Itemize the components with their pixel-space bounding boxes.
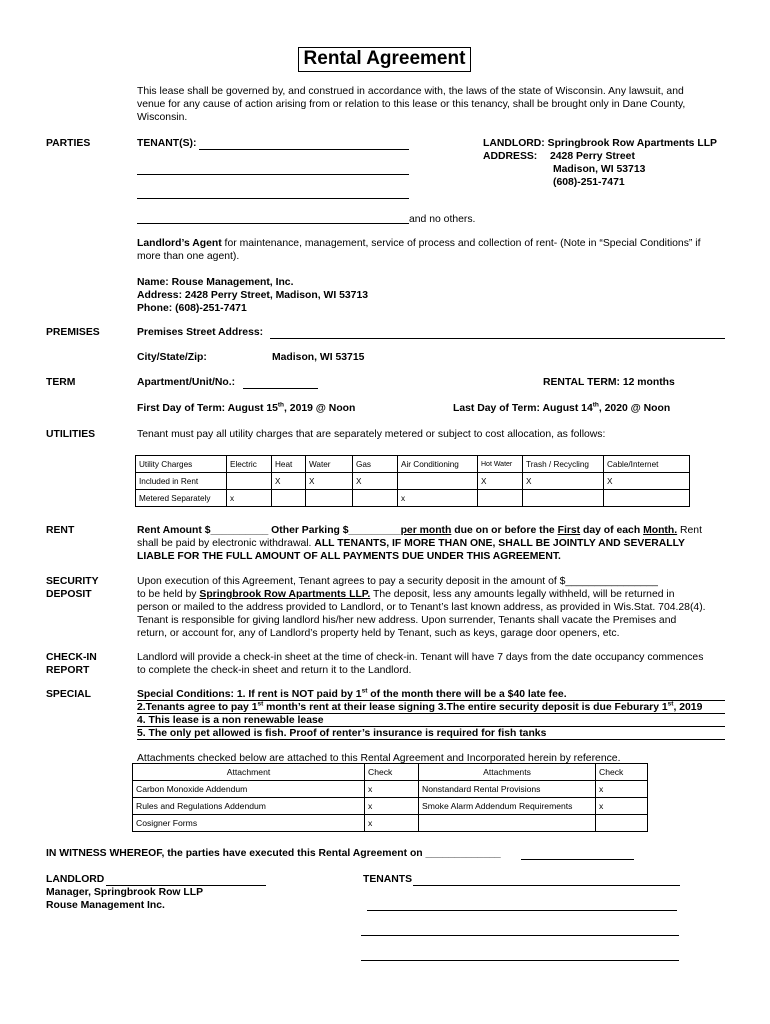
utilities-cell[interactable] <box>227 473 272 490</box>
governing-text-1: This lease shall be governed by, and construed in accordance with, the laws of the state of Wisconsin. Any lawsuit, and <box>137 86 684 97</box>
utilities-col-header: Gas <box>353 456 398 473</box>
security-line-3: person or mailed to the address provided to Landlord, or to Tenant’s last known address, as provided in Wis.Stat. 704.28(4). <box>137 602 706 613</box>
utilities-col-header: Cable/Internet <box>604 456 690 473</box>
agent-phone: Phone: (608)-251-7471 <box>137 303 247 314</box>
security-line-1: Upon execution of this Agreement, Tenant agrees to pay a security deposit in the amount of $________________ <box>137 576 658 587</box>
attachments-row <box>133 781 648 798</box>
rent-line-1 <box>137 525 702 538</box>
tenant-line-1[interactable] <box>199 149 409 150</box>
agent-text-1 <box>137 238 700 251</box>
attachments-col-header: Check <box>596 764 648 781</box>
utilities-heading: UTILITIES <box>46 429 96 440</box>
utilities-col-header: Air Conditioning <box>398 456 478 473</box>
page-title: Rental Agreement <box>298 47 471 72</box>
special-line-3: 4. This lease is a non renewable lease <box>137 715 324 726</box>
premises-heading: PREMISES <box>46 327 100 338</box>
security-heading-1: SECURITY <box>46 576 99 587</box>
unit-label: Apartment/Unit/No.: <box>137 377 236 388</box>
rental-term: RENTAL TERM: 12 months <box>543 377 675 388</box>
last-day-text: Last Day of Term: August 14 <box>453 403 593 414</box>
utilities-cell[interactable] <box>604 490 690 507</box>
utilities-cell: Included in Rent <box>136 473 227 490</box>
agent-label: Landlord’s Agent <box>137 238 222 249</box>
rent-line-3: LIABLE FOR THE FULL AMOUNT OF ALL PAYMENTS DUE UNDER THIS AGREEMENT. <box>137 551 561 562</box>
tenant-signature-line-4[interactable] <box>361 960 679 961</box>
special-line-4: 5. The only pet allowed is fish. Proof of renter’s insurance is required for fish tanks <box>137 728 547 739</box>
rent-line-2 <box>137 538 685 551</box>
attachments-intro: Attachments checked below are attached to this Rental Agreement and Incorporated herein by reference. <box>137 753 621 764</box>
special-sup-2: st <box>257 700 264 708</box>
agent-name: Name: Rouse Management, Inc. <box>137 277 294 288</box>
last-day-sup: th <box>592 401 599 409</box>
utilities-cell[interactable]: X <box>272 473 306 490</box>
checkin-line-2: to complete the check-in sheet and return it to the Landlord. <box>137 665 412 676</box>
attachment-name: Carbon Monoxide Addendum <box>133 781 365 798</box>
premises-street-label: Premises Street Address: <box>137 327 264 338</box>
tenant-line-4[interactable] <box>137 223 409 224</box>
address-line-1: 2428 Perry Street <box>550 151 635 162</box>
attachment-name: Smoke Alarm Addendum Requirements <box>419 798 596 815</box>
special-sup-1: st <box>361 687 368 695</box>
security-heading-2: DEPOSIT <box>46 589 92 600</box>
tenants-label: TENANT(S): <box>137 138 197 149</box>
utilities-row-included <box>136 473 690 490</box>
governing-text-2: venue for any cause of action arising from or relation to this lease or this tenancy, shall be brought only in Dane County, <box>137 99 686 110</box>
rent-month: Month. <box>643 525 678 536</box>
utilities-cell[interactable] <box>523 490 604 507</box>
utilities-cell[interactable] <box>398 473 478 490</box>
attachment-check[interactable]: x <box>365 815 419 832</box>
attachments-col-header: Attachment <box>133 764 365 781</box>
attachment-check[interactable] <box>596 815 648 832</box>
landlord-line: LANDLORD: Springbrook Row Apartments LLP <box>483 138 717 149</box>
tenants-sign-label: TENANTS <box>363 874 413 885</box>
utilities-cell[interactable]: X <box>353 473 398 490</box>
utilities-cell[interactable]: X <box>478 473 523 490</box>
city-value: Madison, WI 53715 <box>272 352 365 363</box>
utilities-cell[interactable]: X <box>604 473 690 490</box>
utilities-text: Tenant must pay all utility charges that are separately metered or subject to cost allocation, as follows: <box>137 429 606 440</box>
rent-first: First <box>557 525 581 536</box>
agent-text-2: more than one agent). <box>137 251 240 262</box>
utilities-cell[interactable]: X <box>306 473 353 490</box>
utilities-cell[interactable] <box>478 490 523 507</box>
special-condition-2b: month’s rent at their lease signing 3.The entire security deposit is due Feburary 1 <box>263 702 668 713</box>
first-day-sup: th <box>277 401 285 409</box>
utilities-cell[interactable]: x <box>227 490 272 507</box>
utilities-table <box>135 455 690 507</box>
attachment-check[interactable]: x <box>365 781 419 798</box>
witness-text: IN WITNESS WHEREOF, the parties have executed this Rental Agreement on _____________ <box>46 848 501 859</box>
checkin-heading-1: CHECK-IN <box>46 652 97 663</box>
landlord-manager: Manager, Springbrook Row LLP <box>46 887 204 898</box>
landlord-rouse: Rouse Management Inc. <box>46 900 165 911</box>
and-no-others: and no others. <box>409 214 476 225</box>
security-held-text: to be held by <box>137 589 200 600</box>
attachments-row <box>133 798 648 815</box>
attachment-check[interactable]: x <box>365 798 419 815</box>
utilities-header-row <box>136 456 690 473</box>
special-condition-2c: , 2019 <box>673 702 703 713</box>
attachment-name: Nonstandard Rental Provisions <box>419 781 596 798</box>
city-label: City/State/Zip: <box>137 352 207 363</box>
attachment-name: Cosigner Forms <box>133 815 365 832</box>
utilities-cell[interactable] <box>272 490 306 507</box>
tenant-line-2[interactable] <box>137 174 409 175</box>
special-condition-1a: Special Conditions: 1. If rent is NOT paid by 1 <box>137 689 362 700</box>
unit-line[interactable] <box>243 388 318 389</box>
utilities-col-header: Electric <box>227 456 272 473</box>
utilities-col-header: Hot Water <box>478 456 523 473</box>
special-underline-2 <box>137 713 725 714</box>
rent-day-text: day of each <box>580 525 644 536</box>
tenant-line-3[interactable] <box>137 198 409 199</box>
agent-address: Address: 2428 Perry Street, Madison, WI 53713 <box>137 290 369 301</box>
first-day-of-term <box>137 403 355 416</box>
attachment-check[interactable]: x <box>596 798 648 815</box>
landlord-signature-line[interactable] <box>106 885 266 886</box>
special-condition-2a: 2.Tenants agree to pay 1 <box>137 702 258 713</box>
tenant-signature-line-1[interactable] <box>413 885 680 886</box>
tenant-signature-line-2[interactable] <box>367 910 677 911</box>
governing-text-3: Wisconsin. <box>137 112 188 123</box>
attachments-col-header: Check <box>365 764 419 781</box>
security-holder: Springbrook Row Apartments LLP. <box>199 589 371 600</box>
utilities-cell[interactable] <box>306 490 353 507</box>
security-line-5: return, or account for, any of Landlord’s property held by Tenant, such as keys, garage door openers, etc. <box>137 628 620 639</box>
utilities-col-header: Water <box>306 456 353 473</box>
attachment-name <box>419 815 596 832</box>
rent-word: Rent <box>677 525 702 536</box>
utilities-cell[interactable]: x <box>398 490 478 507</box>
rent-electronic-text: shall be paid by electronic withdrawal. <box>137 538 315 549</box>
tenant-signature-line-3[interactable] <box>361 935 679 936</box>
rent-per-month: per month <box>400 525 452 536</box>
last-day-of-term <box>453 403 670 416</box>
attachment-name: Rules and Regulations Addendum <box>133 798 365 815</box>
address-line-3: (608)-251-7471 <box>553 177 625 188</box>
premises-street-line[interactable] <box>270 338 725 339</box>
address-label: ADDRESS: <box>483 151 538 162</box>
utilities-col-header: Utility Charges <box>136 456 227 473</box>
rent-amount-text: Rent Amount $__________ Other Parking $_________ <box>137 525 401 536</box>
last-day-time: , 2020 @ Noon <box>598 403 671 414</box>
utilities-row-metered <box>136 490 690 507</box>
utilities-cell[interactable] <box>353 490 398 507</box>
security-line-4: Tenant is responsible for giving landlord his/her new address. Upon surrender, Tenants shall vacate the Premises and <box>137 615 677 626</box>
attachments-col-header: Attachments <box>419 764 596 781</box>
security-deposit-text: The deposit, less any amounts legally withheld, will be returned in <box>370 589 675 600</box>
attachments-row <box>133 815 648 832</box>
parties-heading: PARTIES <box>46 138 91 149</box>
utilities-col-header: Heat <box>272 456 306 473</box>
attachments-table <box>132 763 648 832</box>
special-sup-3: st <box>667 700 674 708</box>
agent-text-1-body: for maintenance, management, service of process and collection of rent- (Note in “Special Conditions” if <box>221 238 701 249</box>
special-heading: SPECIAL <box>46 689 92 700</box>
term-heading: TERM <box>46 377 76 388</box>
security-line-2 <box>137 589 674 602</box>
utilities-cell[interactable]: X <box>523 473 604 490</box>
special-underline-3 <box>137 726 725 727</box>
special-underline-4 <box>137 739 725 740</box>
attachments-header-row <box>133 764 648 781</box>
rent-jointly-text: ALL TENANTS, IF MORE THAN ONE, SHALL BE JOINTLY AND SEVERALLY <box>314 538 685 549</box>
special-underline-1 <box>137 700 725 701</box>
rent-heading: RENT <box>46 525 75 536</box>
special-condition-1b: of the month there will be a $40 late fee. <box>367 689 567 700</box>
checkin-heading-2: REPORT <box>46 665 90 676</box>
utilities-cell: Metered Separately <box>136 490 227 507</box>
first-day-text: First Day of Term: August 15 <box>137 403 278 414</box>
witness-date-line[interactable] <box>521 859 634 860</box>
landlord-sign-label: LANDLORD <box>46 874 105 885</box>
checkin-line-1: Landlord will provide a check-in sheet at the time of check-in. Tenant will have 7 days from the date occupancy commences <box>137 652 704 663</box>
attachment-check[interactable]: x <box>596 781 648 798</box>
first-day-time: , 2019 @ Noon <box>284 403 356 414</box>
address-line-2: Madison, WI 53713 <box>553 164 646 175</box>
rent-due-text: due on or before the <box>451 525 558 536</box>
utilities-col-header: Trash / Recycling <box>523 456 604 473</box>
